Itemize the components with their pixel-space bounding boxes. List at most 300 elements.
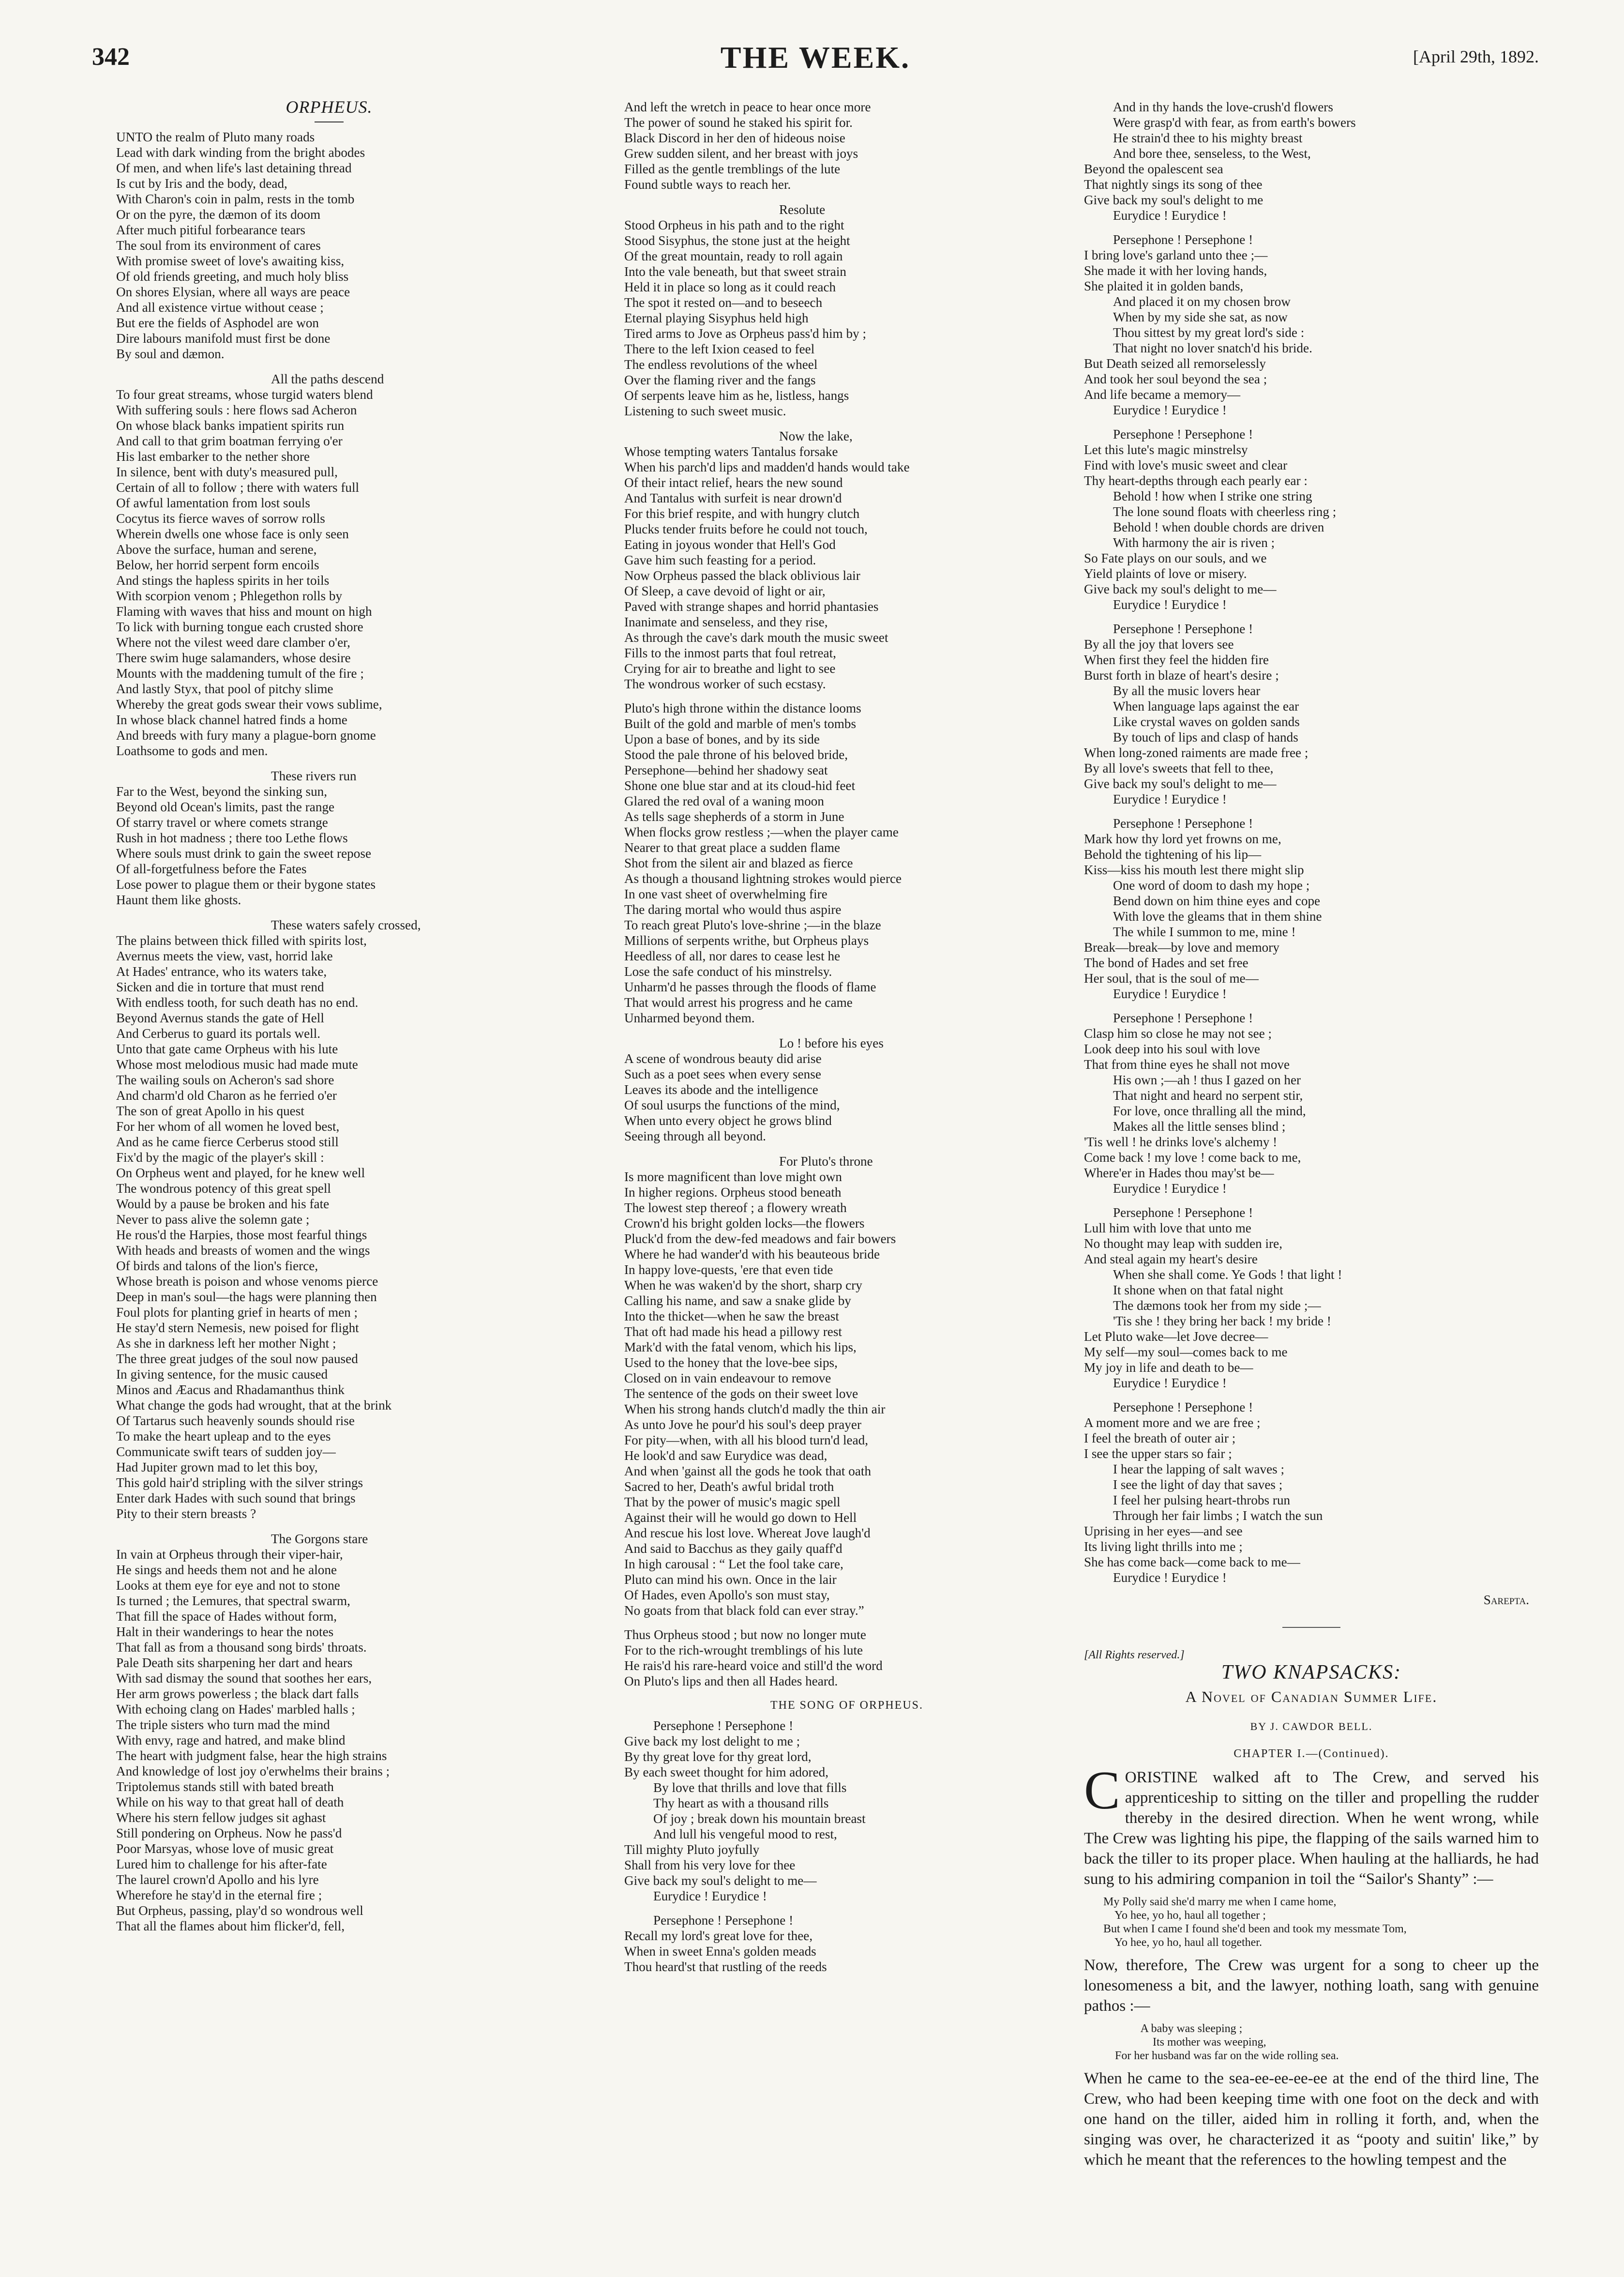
song-line: Give back my soul's delight to me—: [624, 1873, 817, 1888]
song-line: When language laps against the ear: [1113, 699, 1299, 713]
poem-line: Calling his name, and saw a snake glide by: [624, 1293, 851, 1308]
poem-line: Cocytus its fierce waves of sorrow rolls: [116, 511, 325, 526]
poem-line: There to the left Ixion ceased to feel: [624, 342, 815, 356]
poem-line: Lose the safe conduct of his minstrelsy.: [624, 964, 832, 979]
song-line: Eurydice ! Eurydice !: [1113, 1376, 1227, 1390]
verse-line: Yo hee, yo ho, haul all together ;: [1103, 1909, 1266, 1922]
song-line: His own ;—ah ! thus I gazed on her: [1113, 1073, 1301, 1087]
song-line: Come back ! my love ! come back to me,: [1084, 1150, 1301, 1165]
poem-line: Is more magnificent than love might own: [624, 1169, 842, 1184]
poem-line: Below, her horrid serpent form encoils: [116, 558, 319, 572]
poem-line: Wherefore he stay'd in the eternal fire ;: [116, 1888, 322, 1902]
poem-line: Whereby the great gods swear their vows sublime,: [116, 697, 382, 712]
song-line: Beyond the opalescent sea: [1084, 162, 1223, 176]
poem-line: With echoing clang on Hades' marbled halls ;: [116, 1702, 355, 1716]
poem-line: As through the cave's dark mouth the music sweet: [624, 630, 888, 645]
poem-line: The daring mortal who would thus aspire: [624, 902, 842, 917]
song-line: Persephone ! Persephone !: [1113, 427, 1253, 441]
poem-line: Lured him to challenge for his after-fate: [116, 1857, 327, 1871]
poem-line: Pluto's high throne within the distance looms: [624, 701, 861, 715]
poem-line: Upon a base of bones, and by its side: [624, 732, 820, 746]
song-line: By all the music lovers hear: [1113, 683, 1261, 698]
poem-line: Pale Death sits sharpening her dart and hears: [116, 1655, 353, 1670]
poem-line: The heart with judgment false, hear the high strains: [116, 1748, 387, 1763]
verse-line: A baby was sleeping ;: [1103, 2022, 1243, 2035]
poem-line: And as he came fierce Cerberus stood still: [116, 1135, 339, 1149]
poem-line: By soul and dæmon.: [116, 347, 225, 361]
poem-line: When his parch'd lips and madden'd hands would take: [624, 460, 910, 474]
novel-paragraph-3: When he came to the sea-ee-ee-ee-ee at the end of the third line, The Crew, who had been keeping time with one foot on the deck and with one hand on the tiller, aided him in rolling it forth, and, when the singing was over, he characterized it as “pooty and suitin' like,” by which he meant that the references to the howling tempest and the: [1084, 2070, 1539, 2169]
poem-line: Flaming with waves that hiss and mount on high: [116, 604, 372, 619]
poem-line: Resolute: [779, 202, 826, 217]
poem-line: In higher regions. Orpheus stood beneath: [624, 1185, 842, 1199]
song-line: Persephone ! Persephone !: [1113, 816, 1253, 831]
poem-line: For pity—when, with all his blood turn'd lead,: [624, 1433, 869, 1447]
song-line: No thought may leap with sudden ire,: [1084, 1236, 1283, 1251]
poem-line: Eating in joyous wonder that Hell's God: [624, 537, 836, 552]
song-line: Where'er in Hades thou may'st be—: [1084, 1166, 1274, 1180]
song-line: Eurydice ! Eurydice !: [653, 1889, 767, 1903]
poem-line: Foul plots for planting grief in hearts of men ;: [116, 1305, 358, 1320]
poem-line: In one vast sheet of overwhelming fire: [624, 887, 827, 901]
poem-line: Of all-forgetfulness before the Fates: [116, 862, 307, 876]
poem-line: The wondrous worker of such ecstasy.: [624, 677, 826, 691]
poem-line: In happy love-quests, 'ere that even tide: [624, 1262, 833, 1277]
poem-line: For this brief respite, and with hungry clutch: [624, 506, 860, 521]
poem-line: Crying for air to breathe and light to see: [624, 661, 836, 676]
poem-line: Unharm'd he passes through the floods of flame: [624, 980, 876, 994]
poem-line: In vain at Orpheus through their viper-hair,: [116, 1547, 343, 1562]
poem-line: His last embarker to the nether shore: [116, 449, 310, 464]
chapter-heading: CHAPTER I.—(Continued).: [1233, 1747, 1389, 1760]
song-line: Give back my soul's delight to me—: [1084, 776, 1277, 791]
song-line: Shall from his very love for thee: [624, 1858, 796, 1872]
poem-line: The plains between thick filled with spirits lost,: [116, 933, 367, 948]
song-line: And lull his vengeful mood to rest,: [653, 1827, 837, 1841]
song-line: And took her soul beyond the sea ;: [1084, 372, 1267, 386]
poem-line: In high carousal : “ Let the fool take care,: [624, 1557, 843, 1571]
song-line: That nightly sings its song of thee: [1084, 177, 1263, 192]
poem-line: This gold hair'd stripling with the silver strings: [116, 1475, 363, 1490]
poem-title: ORPHEUS.: [286, 99, 373, 117]
poem-line: Now the lake,: [779, 429, 853, 443]
song-line: Give back my soul's delight to me: [1084, 193, 1263, 207]
poem-line: Whose tempting waters Tantalus forsake: [624, 444, 838, 459]
poem-line: And left the wretch in peace to hear once more: [624, 100, 871, 114]
novel-byline: BY J. CAWDOR BELL.: [1250, 1720, 1373, 1732]
poem-line: Above the surface, human and serene,: [116, 542, 317, 557]
poem-line: Of old friends greeting, and much holy bliss: [116, 269, 349, 284]
poem-line: Triptolemus stands still with bated breath: [116, 1779, 334, 1794]
poem-line: As unto Jove he pour'd his soul's deep prayer: [624, 1417, 862, 1432]
poem-line: Far to the West, beyond the sinking sun,: [116, 784, 328, 799]
poem-line: These waters safely crossed,: [271, 918, 421, 932]
song-line: When long-zoned raiments are made free ;: [1084, 745, 1308, 760]
poem-signature: Sarepta.: [1483, 1593, 1529, 1607]
shanty-verse: [1103, 1895, 1539, 1949]
poem-line: With endless tooth, for such death has no end.: [116, 995, 359, 1010]
song-line: With harmony the air is riven ;: [1113, 535, 1275, 550]
song-line: Behold ! how when I strike one string: [1113, 489, 1312, 503]
poem-line: While on his way to that great hall of death: [116, 1795, 344, 1809]
verse-line: My Polly said she'd marry me when I came home,: [1103, 1896, 1337, 1908]
song-line: She plaited it in golden bands,: [1084, 279, 1244, 293]
song-line: Makes all the little senses blind ;: [1113, 1119, 1286, 1134]
poem-line: The laurel crown'd Apollo and his lyre: [116, 1872, 319, 1887]
poem-line: As she in darkness left her mother Night ;: [116, 1336, 336, 1351]
poem-line: In silence, bent with duty's measured pull,: [116, 465, 338, 479]
novel-paragraph-1: [1084, 1761, 1539, 1889]
song-line: Eurydice ! Eurydice !: [1113, 1570, 1227, 1585]
song-line: Persephone ! Persephone !: [1113, 622, 1253, 636]
poem-line: That by the power of music's magic spell: [624, 1495, 841, 1509]
poem-line: Haunt them like ghosts.: [116, 893, 241, 907]
poem-line: Deep in man's soul—the hags were planning then: [116, 1290, 377, 1304]
poem-line: That oft had made his head a pillowy rest: [624, 1324, 842, 1339]
poem-line: To make the heart upleap and to the eyes: [116, 1429, 331, 1443]
poem-line: Had Jupiter grown mad to let this boy,: [116, 1460, 318, 1474]
song-line: Till mighty Pluto joyfully: [624, 1842, 760, 1857]
poem-line: Stood Orpheus in his path and to the right: [624, 218, 844, 232]
poem-line: A scene of wondrous beauty did arise: [624, 1051, 822, 1066]
poem-line: And breeds with fury many a plague-born gnome: [116, 728, 376, 743]
poem-line: Of serpents leave him as he, listless, hangs: [624, 388, 849, 403]
song-line: 'Tis she ! they bring her back ! my bride !: [1113, 1314, 1331, 1328]
poem-line: With Charon's coin in palm, rests in the tomb: [116, 192, 355, 206]
poem-line: Leaves its abode and the intelligence: [624, 1082, 818, 1097]
song-line: I feel the breath of outer air ;: [1084, 1431, 1236, 1445]
song-line: By thy great love for thy great lord,: [624, 1749, 812, 1764]
song-line: With love the gleams that in them shine: [1113, 909, 1322, 924]
poem-line: Would by a pause be broken and his fate: [116, 1197, 330, 1211]
song-line: Find with love's music sweet and clear: [1084, 458, 1288, 472]
song-line: But Death seized all remorselessly: [1084, 356, 1266, 371]
poem-line: What change the gods had wrought, that at the brink: [116, 1398, 392, 1412]
poem-line: When flocks grow restless ;—when the player came: [624, 825, 899, 839]
poem-line: Found subtle ways to reach her.: [624, 177, 791, 192]
poem-line: To four great streams, whose turgid waters blend: [116, 387, 373, 402]
poem-line: Built of the gold and marble of men's tombs: [624, 716, 857, 731]
song-line: Give back my lost delight to me ;: [624, 1734, 800, 1748]
song-line: Uprising in her eyes—and see: [1084, 1524, 1243, 1538]
dateline: [April 29th, 1892.: [1413, 47, 1539, 66]
poem-line: Nearer to that great place a sudden flame: [624, 840, 841, 855]
song-line: Persephone ! Persephone !: [1113, 1400, 1253, 1414]
song-line: By all love's sweets that fell to thee,: [1084, 761, 1274, 775]
poem-line: On whose black banks impatient spirits run: [116, 418, 345, 433]
song-line: My joy in life and death to be—: [1084, 1360, 1253, 1375]
poem-line: The power of sound he staked his spirit for.: [624, 115, 853, 130]
poem-line: There swim huge salamanders, whose desire: [116, 651, 351, 665]
song-line: Yield plaints of love or misery.: [1084, 566, 1247, 581]
song-line: When by my side she sat, as now: [1113, 310, 1288, 324]
novel-title: TWO KNAPSACKS:: [1221, 1661, 1402, 1684]
poem-line: Fix'd by the magic of the player's skill :: [116, 1150, 324, 1165]
song-line: Give back my soul's delight to me—: [1084, 582, 1277, 596]
poem-line: Poor Marsyas, whose love of music great: [116, 1841, 334, 1856]
song-line: Through her fair limbs ; I watch the sun: [1113, 1508, 1323, 1523]
song-line: Thou heard'st that rustling of the reeds: [624, 1959, 827, 1974]
poem-line: And lastly Styx, that pool of pitchy slime: [116, 682, 333, 696]
novel-paragraph-2: Now, therefore, The Crew was urgent for a song to cheer up the lonesomeness a bit, and the lawyer, nothing loath, sang with genuine pathos :—: [1084, 1957, 1539, 2015]
rights-notice: [All Rights reserved.]: [1084, 1649, 1185, 1661]
song-line: I bring love's garland unto thee ;—: [1084, 248, 1268, 262]
poem-line: Millions of serpents writhe, but Orpheus plays: [624, 933, 869, 948]
song-line: And bore thee, senseless, to the West,: [1113, 146, 1311, 161]
song-line: Of joy ; break down his mountain breast: [653, 1811, 866, 1826]
song-line: Mark how thy lord yet frowns on me,: [1084, 832, 1281, 846]
poem-line: On Pluto's lips and then all Hades heard.: [624, 1674, 838, 1688]
poem-line: Halt in their wanderings to hear the notes: [116, 1624, 334, 1639]
song-line: Persephone ! Persephone !: [653, 1913, 794, 1928]
page-number: 342: [92, 43, 130, 71]
song-line: Eurydice ! Eurydice !: [1113, 987, 1227, 1001]
song-line: Behold ! when double chords are driven: [1113, 520, 1324, 534]
poem-line: The endless revolutions of the wheel: [624, 357, 818, 372]
poem-line: Plucks tender fruits before he could not touch,: [624, 522, 868, 536]
poem-line: No goats from that black fold can ever stray.”: [624, 1603, 864, 1618]
poem-line: Shone one blue star and at its cloud-hid feet: [624, 778, 856, 793]
poem-line: And call to that grim boatman ferrying o'er: [116, 434, 343, 448]
poem-line: Eternal playing Sisyphus held high: [624, 311, 809, 325]
poem-line: As though a thousand lightning strokes would pierce: [624, 871, 902, 886]
poem-line: Against their will he would go down to Hell: [624, 1510, 857, 1525]
song-line: Let Pluto wake—let Jove decree—: [1084, 1329, 1268, 1344]
poem-line: The lowest step thereof ; a flowery wreath: [624, 1200, 847, 1215]
poem-line: Over the flaming river and the fangs: [624, 373, 816, 387]
poem-line: Into the thicket—when he saw the breast: [624, 1309, 839, 1323]
song-line: Like crystal waves on golden sands: [1113, 714, 1300, 729]
song-line: Clasp him so close he may not see ;: [1084, 1026, 1272, 1041]
poem-line: The wondrous potency of this great spell: [116, 1181, 331, 1196]
song-line: Eurydice ! Eurydice !: [1113, 597, 1227, 612]
poem-line: Listening to such sweet music.: [624, 404, 786, 418]
poem-line: And said to Bacchus as they gaily quaff'd: [624, 1541, 842, 1556]
poem-line: He rais'd his rare-heard voice and still'd the word: [624, 1658, 883, 1673]
poem-line: With suffering souls : here flows sad Acheron: [116, 403, 357, 417]
song-lines-col3: [1084, 99, 1539, 1585]
poem-line: Crown'd his bright golden locks—the flowers: [624, 1216, 865, 1230]
poem-line: Of starry travel or where comets strange: [116, 815, 328, 830]
poem-line: Whose most melodious music had made mute: [116, 1057, 358, 1072]
poem-line: That fall as from a thousand song birds' throats.: [116, 1640, 367, 1655]
poem-line: Enter dark Hades with such sound that brings: [116, 1491, 356, 1505]
poem-line: The wailing souls on Acheron's sad shore: [116, 1073, 334, 1087]
poem-line: In whose black channel hatred finds a home: [116, 713, 347, 727]
poem-line: With promise sweet of love's awaiting kiss,: [116, 254, 345, 268]
poem-line: Closed on in vain endeavour to remove: [624, 1371, 831, 1385]
poem-line: Shot from the silent air and blazed as fierce: [624, 856, 853, 870]
poem-line: Beyond Avernus stands the gate of Hell: [116, 1011, 324, 1025]
song-line: He strain'd thee to his mighty breast: [1113, 131, 1303, 145]
song-line: When first they feel the hidden fire: [1084, 653, 1269, 667]
lullaby-verse: [1103, 2022, 1539, 2063]
poem-line: That all the flames about him flicker'd, fell,: [116, 1919, 345, 1933]
song-line: Persephone ! Persephone !: [653, 1718, 794, 1733]
poem-line: Grew sudden silent, and her breast with joys: [624, 146, 858, 161]
poem-line: Lo ! before his eyes: [779, 1036, 884, 1050]
poem-line: And Tantalus with surfeit is near drown'd: [624, 491, 842, 505]
verse-line: But when I came I found she'd been and took my messmate Tom,: [1103, 1923, 1407, 1935]
poem-line: Lead with dark winding from the bright abodes: [116, 145, 365, 160]
poem-line: When his strong hands clutch'd madly the thin air: [624, 1402, 886, 1416]
poem-line: Rush in hot madness ; there too Lethe flows: [116, 831, 348, 845]
song-line: Its living light thrills into me ;: [1084, 1539, 1243, 1554]
poem-line: The Gorgons stare: [271, 1532, 368, 1546]
poem-line: Never to pass alive the solemn gate ;: [116, 1212, 310, 1227]
poem-line: Stood Sisyphus, the stone just at the height: [624, 233, 850, 248]
poem-line: All the paths descend: [271, 372, 384, 386]
column-2: [624, 99, 1069, 2253]
poem-line: Held it in place so long as it could reach: [624, 280, 836, 294]
poem-line: Lose power to plague them or their bygone states: [116, 877, 376, 892]
song-line: My self—my soul—comes back to me: [1084, 1345, 1288, 1359]
poem-line: At Hades' entrance, who its waters take,: [116, 964, 327, 979]
song-line: One word of doom to dash my hope ;: [1113, 878, 1310, 893]
song-line: 'Tis well ! he drinks love's alchemy !: [1084, 1135, 1278, 1149]
verse-line: For her husband was far on the wide rolling sea.: [1103, 2049, 1339, 2062]
poem-line: In giving sentence, for the music caused: [116, 1367, 328, 1381]
poem-line: Gave him such feasting for a period.: [624, 553, 816, 567]
poem-line: To lick with burning tongue each crusted shore: [116, 620, 363, 634]
poem-line: But Orpheus, passing, play'd so wondrous well: [116, 1903, 363, 1918]
poem-line: Pity to their stern breasts ?: [116, 1506, 256, 1521]
poem-line: Beyond old Ocean's limits, past the range: [116, 800, 335, 814]
poem-line: Dire labours manifold must first be done: [116, 331, 331, 346]
poem-line: Into the vale beneath, but that sweet strain: [624, 264, 847, 279]
song-line: By each sweet thought for him adored,: [624, 1765, 829, 1779]
song-line: Recall my lord's great love for thee,: [624, 1928, 813, 1943]
poem-line: Of the great mountain, ready to roll again: [624, 249, 843, 263]
song-line: Her soul, that is the soul of me—: [1084, 971, 1259, 986]
poem-line: Tired arms to Jove as Orpheus pass'd him by ;: [624, 326, 867, 341]
song-line: Eurydice ! Eurydice !: [1113, 792, 1227, 806]
poem-line: Of Tartarus such heavenly sounds should rise: [116, 1413, 355, 1428]
poem-line: Of birds and talons of the lion's fierce,: [116, 1259, 318, 1273]
song-line: By all the joy that lovers see: [1084, 637, 1234, 652]
poem-line: Where he had wander'd with his beauteous bride: [624, 1247, 880, 1261]
novel-subtitle: A Novel of Canadian Summer Life.: [1185, 1688, 1438, 1705]
poem-line: Mounts with the maddening tumult of the fire ;: [116, 666, 364, 681]
song-line: Eurydice ! Eurydice !: [1113, 208, 1227, 223]
song-line: When she shall come. Ye Gods ! that light !: [1113, 1267, 1342, 1282]
poem-line: Of men, and when life's last detaining thread: [116, 161, 352, 175]
poem-line: Wherein dwells one whose face is only seen: [116, 527, 349, 541]
poem-line: And stings the hapless spirits in her toils: [116, 573, 330, 588]
song-line: That night no lover snatch'd his bride.: [1113, 341, 1312, 355]
poem-line: That fill the space of Hades without form,: [116, 1609, 337, 1624]
song-line: When in sweet Enna's golden meads: [624, 1944, 816, 1958]
song-title: THE SONG OF ORPHEUS.: [770, 1699, 924, 1712]
poem-line: For Pluto's throne: [779, 1154, 873, 1169]
poem-line: Pluto can mind his own. Once in the lair: [624, 1572, 837, 1587]
poem-line: After much pitiful forbearance tears: [116, 223, 306, 237]
poem-line: That would arrest his progress and he came: [624, 995, 853, 1010]
song-line: That night and heard no serpent stir,: [1113, 1088, 1303, 1103]
song-line: Thy heart-depths through each pearly ear :: [1084, 473, 1308, 488]
poem-line: Whose breath is poison and whose venoms pierce: [116, 1274, 378, 1289]
poem-line: Stood the pale throne of his beloved bride,: [624, 747, 848, 762]
song-line: Persephone ! Persephone !: [1113, 232, 1253, 247]
poem-line: Such as a poet sees when every sense: [624, 1067, 821, 1081]
poem-line: Loathsome to gods and men.: [116, 744, 268, 758]
song-line: Persephone ! Persephone !: [1113, 1011, 1253, 1025]
poem-line: Minos and Æacus and Rhadamanthus think: [116, 1382, 345, 1397]
poem-line: He rous'd the Harpies, those most fearful things: [116, 1228, 367, 1242]
poem-line: These rivers run: [271, 769, 357, 783]
poem-line: As tells sage shepherds of a storm in June: [624, 809, 844, 824]
song-line: It shone when on that fatal night: [1113, 1283, 1283, 1297]
drop-cap: C: [1084, 1761, 1120, 1821]
poem-line: And knowledge of lost joy o'erwhelms their brains ;: [116, 1764, 390, 1778]
poem-line: And Cerberus to guard its portals well.: [116, 1026, 321, 1041]
song-line: I hear the lapping of salt waves ;: [1113, 1462, 1285, 1476]
song-line: For love, once thralling all the mind,: [1113, 1104, 1306, 1118]
song-line: By touch of lips and clasp of hands: [1113, 730, 1298, 744]
song-line: So Fate plays on our souls, and we: [1084, 551, 1267, 565]
poem-line: The soul from its environment of cares: [116, 238, 321, 253]
poem-line: Is cut by Iris and the body, dead,: [116, 176, 287, 191]
poem-line: Where not the vilest weed dare clamber o'er,: [116, 635, 350, 650]
poem-line: With envy, rage and hatred, and make blind: [116, 1733, 346, 1747]
poem-lines-col1: [116, 129, 542, 1934]
poem-line: Still pondering on Orpheus. Now he pass'd: [116, 1826, 342, 1840]
poem-line: Of soul usurps the functions of the mind,: [624, 1098, 840, 1112]
poem-line: Used to the honey that the love-bee sips,: [624, 1355, 838, 1370]
poem-line: To reach great Pluto's love-shrine ;—in the blaze: [624, 918, 881, 932]
song-line: Look deep into his soul with love: [1084, 1042, 1260, 1056]
poem-line: Is turned ; the Lemures, that spectral swarm,: [116, 1594, 350, 1608]
poem-line: Looks at them eye for eye and not to stone: [116, 1578, 340, 1593]
poem-line: Heedless of all, nor dares to cease lest he: [624, 949, 841, 963]
poem-line: Seeing through all beyond.: [624, 1129, 766, 1143]
poem-line: On shores Elysian, where all ways are peace: [116, 285, 350, 299]
poem-lines-col2: [624, 99, 1069, 1689]
song-line: I feel her pulsing heart-throbs run: [1113, 1493, 1291, 1507]
poem-line: Persephone—behind her shadowy seat: [624, 763, 828, 777]
song-lines-col2: [624, 1718, 1069, 1974]
poem-line: Of Hades, even Apollo's son must stay,: [624, 1588, 830, 1602]
song-line: Persephone ! Persephone !: [1113, 1205, 1253, 1220]
page-header: [92, 40, 1539, 76]
song-line: Kiss—kiss his mouth lest there might slip: [1084, 863, 1304, 877]
poem-line: Unto that gate came Orpheus with his lute: [116, 1042, 338, 1056]
poem-line: Of Sleep, a cave devoid of light or air,: [624, 584, 826, 598]
poem-line: For her whom of all women he loved best,: [116, 1119, 340, 1134]
poem-line: Thus Orpheus stood ; but now no longer mute: [624, 1627, 866, 1642]
poem-line: UNTO the realm of Pluto many roads: [116, 130, 315, 144]
song-line: I see the upper stars so fair ;: [1084, 1446, 1232, 1461]
song-line: By love that thrills and love that fills: [653, 1780, 847, 1795]
poem-line: Avernus meets the view, vast, horrid lake: [116, 949, 333, 963]
poem-line: He stay'd stern Nemesis, new poised for flight: [116, 1321, 359, 1335]
song-line: And life became a memory—: [1084, 387, 1241, 402]
poem-line: When unto every object he grows blind: [624, 1113, 832, 1128]
song-line: And placed it on my chosen brow: [1113, 294, 1291, 309]
song-line: Burst forth in blaze of heart's desire ;: [1084, 668, 1279, 683]
poem-line: For to the rich-wrought tremblings of his lute: [624, 1643, 863, 1657]
song-line: And steal again my heart's desire: [1084, 1252, 1258, 1266]
poem-line: The triple sisters who turn mad the mind: [116, 1717, 330, 1732]
song-line: Break—break—by love and memory: [1084, 940, 1279, 955]
poem-line: The son of great Apollo in his quest: [116, 1104, 304, 1118]
poem-line: Certain of all to follow ; there with waters full: [116, 480, 360, 495]
song-line: The bond of Hades and set free: [1084, 956, 1248, 970]
verse-line: Yo hee, yo ho, haul all together.: [1103, 1936, 1262, 1949]
song-line: Let this lute's magic minstrelsy: [1084, 442, 1248, 457]
song-line: She has come back—come back to me—: [1084, 1555, 1300, 1569]
paragraph-text: ORISTINE walked aft to The Crew, and served his apprenticeship to sitting on the tiller and propelling the rudder thereby in the desired direction. When he went wrong, while The Crew was lighting his pipe, the flapping of the sails warned him to back the tiller to its proper place. When hauling at the halliards, he had sung to his admiring companion in toil the “Sailor's Shanty” :—: [1084, 1769, 1539, 1888]
